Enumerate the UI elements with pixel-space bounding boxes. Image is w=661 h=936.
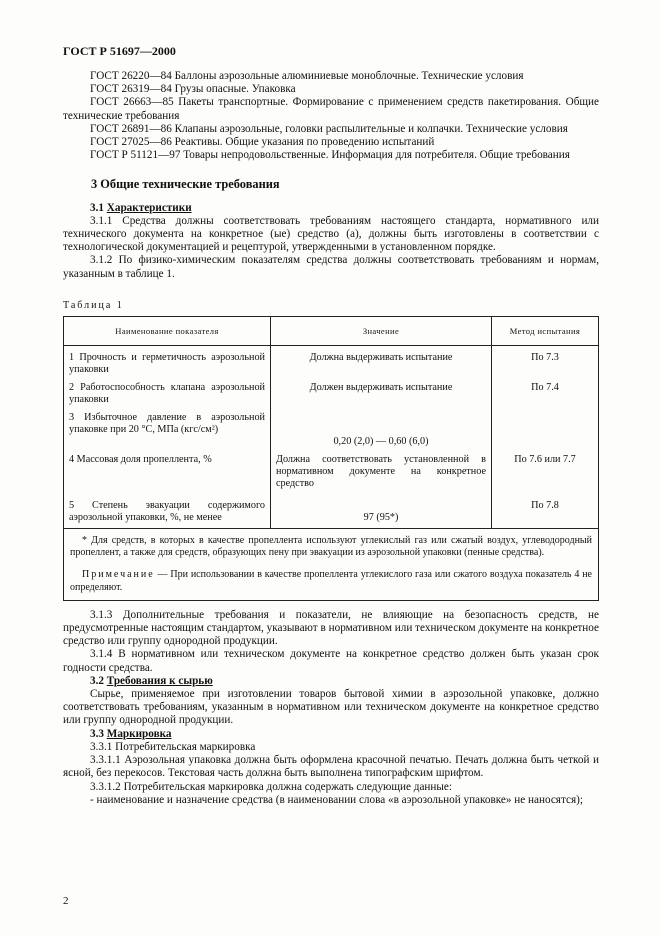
- cell-name: 2 Работоспособность клапана аэрозольной упаковки: [64, 376, 271, 406]
- ref-item: ГОСТ 26663—85 Пакеты транспортные. Формирование с применением средств пакетирования. Общие технические требования: [63, 96, 599, 122]
- page-number: 2: [63, 895, 69, 907]
- ref-item: ГОСТ 26319—84 Грузы опасные. Упаковка: [90, 83, 296, 96]
- cell-method: По 7.3: [492, 346, 599, 377]
- cell-value: 0,20 (2,0) — 0,60 (6,0): [271, 406, 492, 448]
- paragraph: 3.1.4 В нормативном или техническом документе на конкретное средство должен быть указан срок годности средства.: [63, 648, 599, 674]
- ref-item: ГОСТ 27025—86 Реактивы. Общие указания по проведению испытаний: [90, 136, 435, 149]
- cell-value: Должна соответствовать установленной в нормативном документе на конкретное средство: [271, 448, 492, 490]
- table-row: [64, 448, 599, 490]
- table-row: [64, 376, 599, 406]
- table-row: [64, 490, 599, 529]
- ref-item: ГОСТ Р 51121—97 Товары непродовольственные. Информация для потребителя. Общие требования: [90, 149, 570, 162]
- cell-name: 5 Степень эвакуации содержимого аэрозольной упаковки, %, не менее: [64, 490, 271, 529]
- note-text: — При использовании в качестве пропеллента углекислого газа или сжатого воздуха показатель 4 не определяют.: [70, 569, 592, 593]
- column-header: Метод испытания: [492, 317, 599, 346]
- subsection-heading: [90, 202, 599, 215]
- cell-method: По 7.8: [492, 490, 599, 529]
- table-row: [64, 346, 599, 377]
- table-footnote: * Для средств, в которых в качестве пропеллента используют углекислый газ или сжатый воздух, углеводородный пропеллент, а также для средств, образующих пену при эвакуации из аэрозольной упаковки (пенные средства).: [70, 535, 592, 559]
- ref-item: ГОСТ 26220—84 Баллоны аэрозольные алюминиевые моноблочные. Технические условия: [90, 70, 524, 82]
- subsection-heading: [90, 728, 599, 741]
- paragraph: 3.3.1.2 Потребительская маркировка должна содержать следующие данные:: [90, 780, 452, 793]
- column-header: Наименование показателя: [64, 317, 271, 346]
- subsection-title: Характеристики: [106, 201, 192, 214]
- note-label: Примечание: [82, 569, 155, 581]
- cell-value: Должен выдерживать испытание: [271, 376, 492, 406]
- cell-method: По 7.4: [492, 376, 599, 406]
- paragraph: 3.3.1 Потребительская маркировка: [90, 740, 256, 753]
- section-title: 3 Общие технические требования: [91, 177, 280, 192]
- table-header-row: [64, 317, 599, 346]
- table-row: [64, 406, 599, 448]
- ref-item: ГОСТ 26891—86 Клапаны аэрозольные, головки распылительные и колпачки. Технические условия: [90, 122, 568, 135]
- cell-value: Должна выдерживать испытание: [271, 346, 492, 377]
- table-note: [70, 569, 592, 593]
- table-caption: Таблица 1: [63, 299, 124, 311]
- paragraph: Сырье, применяемое при изготовлении товаров бытовой химии в аэрозольной упаковке, должно соответствовать требованиям, указанным в нормативном или техническом документе на конкретное средство или группу однородной продукции.: [63, 688, 599, 727]
- cell-value: 97 (95*): [271, 490, 492, 529]
- paragraph: 3.1.1 Средства должны соответствовать требованиям настоящего стандарта, нормативного или технического документа на конкретное (ые) средство (а), должны быть изготовлены в соответствии с технологической документацией и рецептурой, утвержденными в установленном порядке.: [63, 214, 599, 254]
- paragraph: 3.1.2 По физико-химическим показателям средства должны соответствовать требованиям и нормам, указанным в таблице 1.: [63, 254, 599, 280]
- cell-method: По 7.6 или 7.7: [492, 448, 599, 490]
- subsection-heading: [90, 675, 599, 688]
- list-item: - наименование и назначение средства (в наименовании слова «в аэрозольной упаковке» не наносятся);: [90, 793, 583, 806]
- document-body: [63, 70, 599, 807]
- cell-name: 1 Прочность и герметичность аэрозольной упаковки: [64, 346, 271, 377]
- subsection-number: 3.1: [90, 201, 104, 214]
- subsection-number: 3.3: [90, 727, 104, 740]
- subsection-number: 3.2: [90, 674, 104, 687]
- paragraph: 3.3.1.1 Аэрозольная упаковка должна быть оформлена красочной печатью. Печать должна быть четкой и ясной, без перекосов. Текстовая часть должна быть выполнена типографским шрифтом.: [63, 754, 599, 780]
- indicators-table: [63, 316, 599, 529]
- cell-name: 4 Массовая доля пропеллента, %: [64, 448, 271, 490]
- cell-method: [492, 406, 599, 448]
- table-footnote-box: [63, 529, 599, 601]
- subsection-title: Маркировка: [106, 727, 172, 740]
- document-header: ГОСТ Р 51697—2000: [63, 44, 176, 58]
- subsection-title: Требования к сырью: [106, 674, 213, 687]
- column-header: Значение: [271, 317, 492, 346]
- cell-name: 3 Избыточное давление в аэрозольной упаковке при 20 °С, МПа (кгс/см²): [64, 406, 271, 448]
- paragraph: 3.1.3 Дополнительные требования и показатели, не влияющие на безопасность средств, не предусмотренные настоящим стандартом, указывают в нормативном или техническом документе на конкретное средство или группу однородной продукции.: [63, 608, 599, 648]
